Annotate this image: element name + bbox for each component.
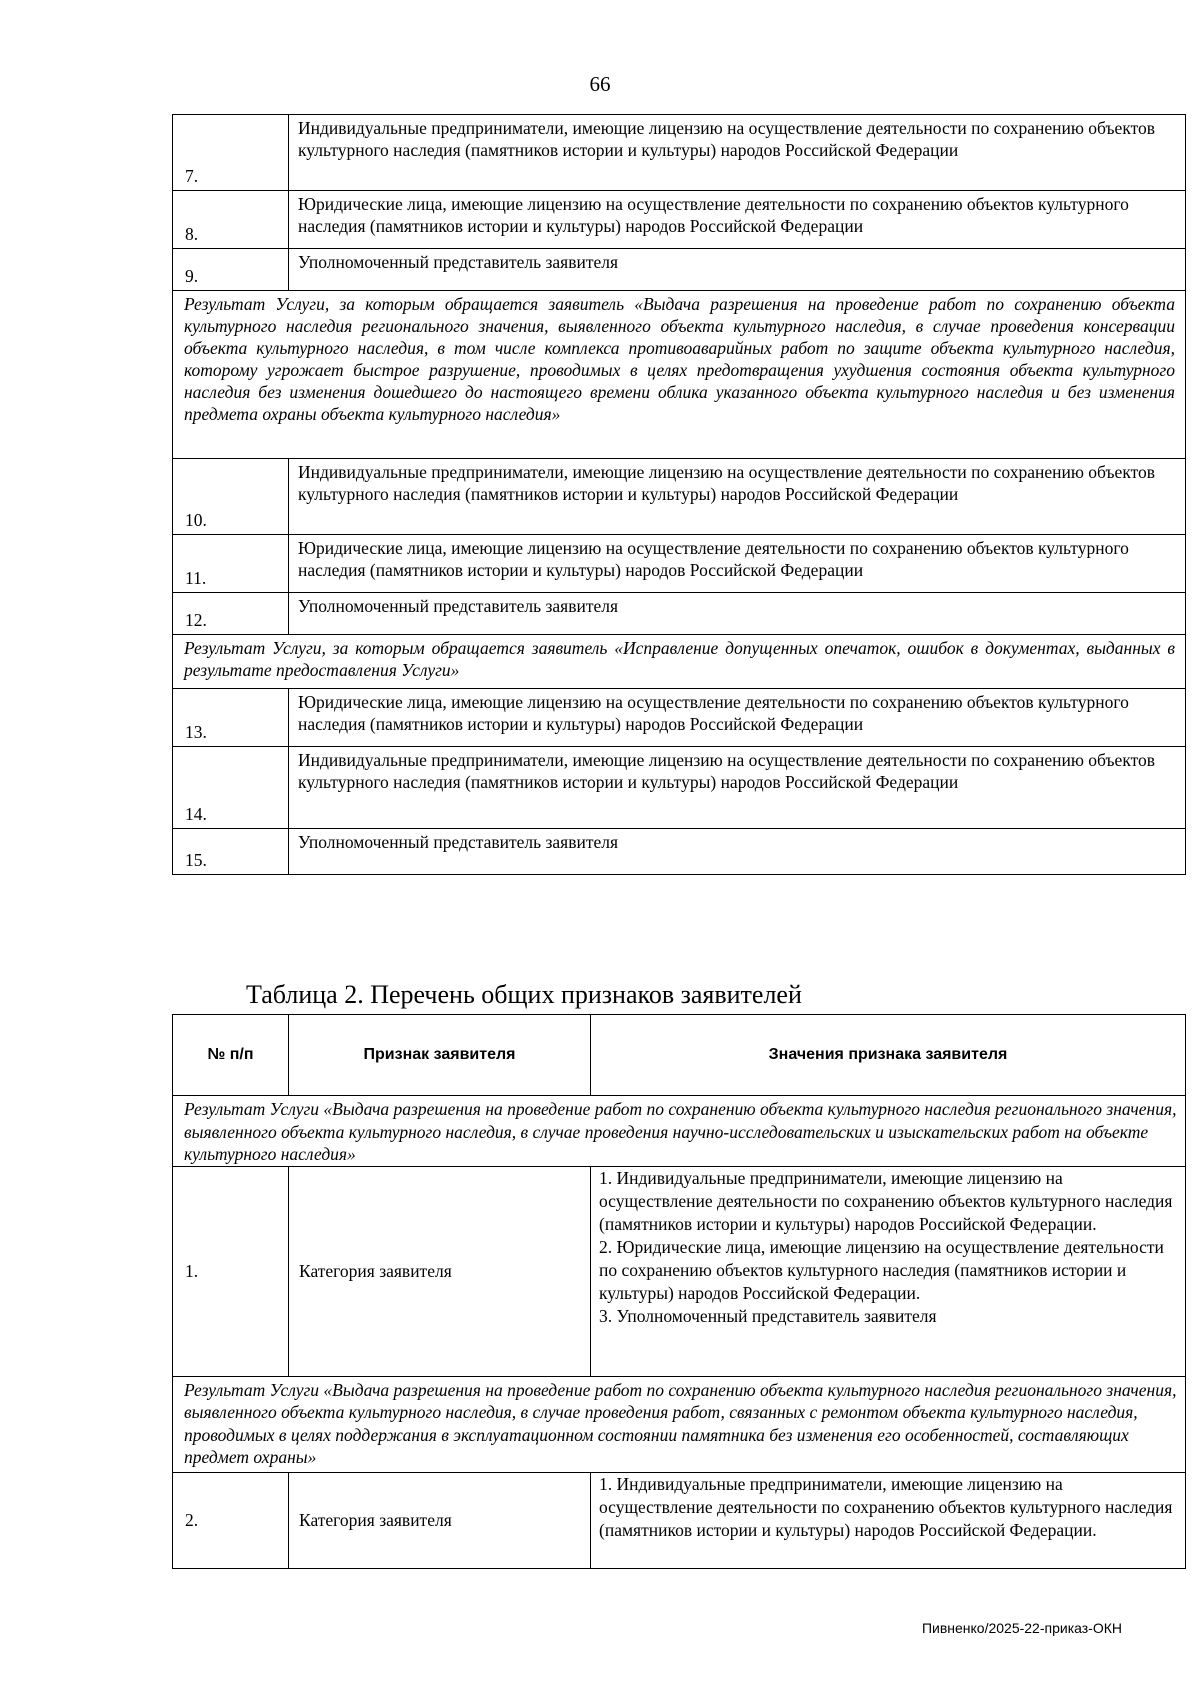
table-row xyxy=(173,249,1186,291)
table-row xyxy=(173,593,1186,635)
row-text: Уполномоченный представитель заявителя xyxy=(289,249,1186,291)
table-row xyxy=(173,459,1186,535)
table-row xyxy=(173,829,1186,875)
row-number: 9. xyxy=(173,249,289,291)
table-header-row xyxy=(173,1015,1186,1096)
row-number: 10. xyxy=(173,459,289,535)
result-header-row xyxy=(173,1376,1186,1472)
result-header-row xyxy=(173,635,1186,689)
table-row xyxy=(173,1472,1186,1568)
row-text: Индивидуальные предприниматели, имеющие лицензию на осуществление деятельности по сохранению объектов культурного наследия (памятников истории и культуры) народов Российской Федерации xyxy=(289,115,1186,191)
attribute-name: Категория заявителя xyxy=(289,1166,591,1376)
attribute-values xyxy=(591,1472,1186,1568)
table-row xyxy=(173,115,1186,191)
applicant-options-table xyxy=(172,114,1186,875)
row-number: 7. xyxy=(173,115,289,191)
column-header-attribute: Признак заявителя xyxy=(289,1015,591,1096)
result-header-row xyxy=(173,291,1186,459)
value-item: 1. Индивидуальные предприниматели, имеющие лицензию на осуществление деятельности по сохранению объектов культурного наследия (памятников истории и культуры) народов Российской Федерации. xyxy=(599,1167,1173,1234)
table-caption: Таблица 2. Перечень общих признаков заявителей xyxy=(246,980,802,1009)
row-text: Уполномоченный представитель заявителя xyxy=(289,829,1186,875)
table-row xyxy=(173,747,1186,829)
row-number: 2. xyxy=(173,1472,289,1568)
attribute-name: Категория заявителя xyxy=(289,1472,591,1568)
column-header-values: Значения признака заявителя xyxy=(591,1015,1186,1096)
table-row xyxy=(173,535,1186,593)
row-text: Уполномоченный представитель заявителя xyxy=(289,593,1186,635)
document-footer-reference: Пивненко/2025-22-приказ-ОКН xyxy=(921,1620,1122,1636)
row-number: 13. xyxy=(173,689,289,747)
row-number: 14. xyxy=(173,747,289,829)
attribute-values xyxy=(591,1166,1186,1376)
value-item: 1. Индивидуальные предприниматели, имеющие лицензию на осуществление деятельности по сохранению объектов культурного наследия (памятников истории и культуры) народов Российской Федерации. xyxy=(599,1473,1173,1540)
result-header-row xyxy=(173,1096,1186,1167)
row-number: 1. xyxy=(173,1166,289,1376)
row-number: 15. xyxy=(173,829,289,875)
row-text: Юридические лица, имеющие лицензию на осуществление деятельности по сохранению объектов культурного наследия (памятников истории и культуры) народов Российской Федерации xyxy=(289,689,1186,747)
value-item: 3. Уполномоченный представитель заявителя xyxy=(599,1305,937,1326)
applicant-attributes-table xyxy=(172,1014,1186,1569)
row-number: 8. xyxy=(173,191,289,249)
result-description: Результат Услуги «Выдача разрешения на проведение работ по сохранению объекта культурного наследия регионального значения, выявленного объекта культурного наследия, в случае проведения работ, связанных с ремонтом объекта культурного наследия, проводимых в целях поддержания в эксплуатационном состоянии памятника без изменения его особенностей, составляющих предмет охраны» xyxy=(173,1376,1186,1472)
row-text: Индивидуальные предприниматели, имеющие лицензию на осуществление деятельности по сохранению объектов культурного наследия (памятников истории и культуры) народов Российской Федерации xyxy=(289,747,1186,829)
page-number: 66 xyxy=(589,72,611,96)
row-number: 12. xyxy=(173,593,289,635)
row-number: 11. xyxy=(173,535,289,593)
result-description: Результат Услуги, за которым обращается заявитель «Выдача разрешения на проведение работ по сохранению объекта культурного наследия регионального значения, выявленного объекта культурного наследия, в случае проведения консервации объекта культурного наследия, в том числе комплекса противоаварийных работ по защите объекта культурного наследия, которому угрожает быстрое разрушение, проводимых в целях предотвращения ухудшения состояния объекта культурного наследия без изменения дошедшего до настоящего времени облика указанного объекта культурного наследия и без изменения предмета охраны объекта культурного наследия» xyxy=(173,291,1186,459)
row-text: Юридические лица, имеющие лицензию на осуществление деятельности по сохранению объектов культурного наследия (памятников истории и культуры) народов Российской Федерации xyxy=(289,191,1186,249)
table-row xyxy=(173,1166,1186,1376)
row-text: Индивидуальные предприниматели, имеющие лицензию на осуществление деятельности по сохранению объектов культурного наследия (памятников истории и культуры) народов Российской Федерации xyxy=(289,459,1186,535)
result-description: Результат Услуги, за которым обращается заявитель «Исправление допущенных опечаток, ошибок в документах, выданных в результате предоставления Услуги» xyxy=(173,635,1186,689)
column-header-number: № п/п xyxy=(173,1015,289,1096)
row-text: Юридические лица, имеющие лицензию на осуществление деятельности по сохранению объектов культурного наследия (памятников истории и культуры) народов Российской Федерации xyxy=(289,535,1186,593)
table-row xyxy=(173,689,1186,747)
value-item: 2. Юридические лица, имеющие лицензию на осуществление деятельности по сохранению объектов культурного наследия (памятников истории и культуры) народов Российской Федерации. xyxy=(599,1236,1164,1303)
table-row xyxy=(173,191,1186,249)
result-description: Результат Услуги «Выдача разрешения на проведение работ по сохранению объекта культурного наследия регионального значения, выявленного объекта культурного наследия, в случае проведения научно-исследовательских и изыскательских работ на объекте культурного наследия» xyxy=(173,1096,1186,1167)
